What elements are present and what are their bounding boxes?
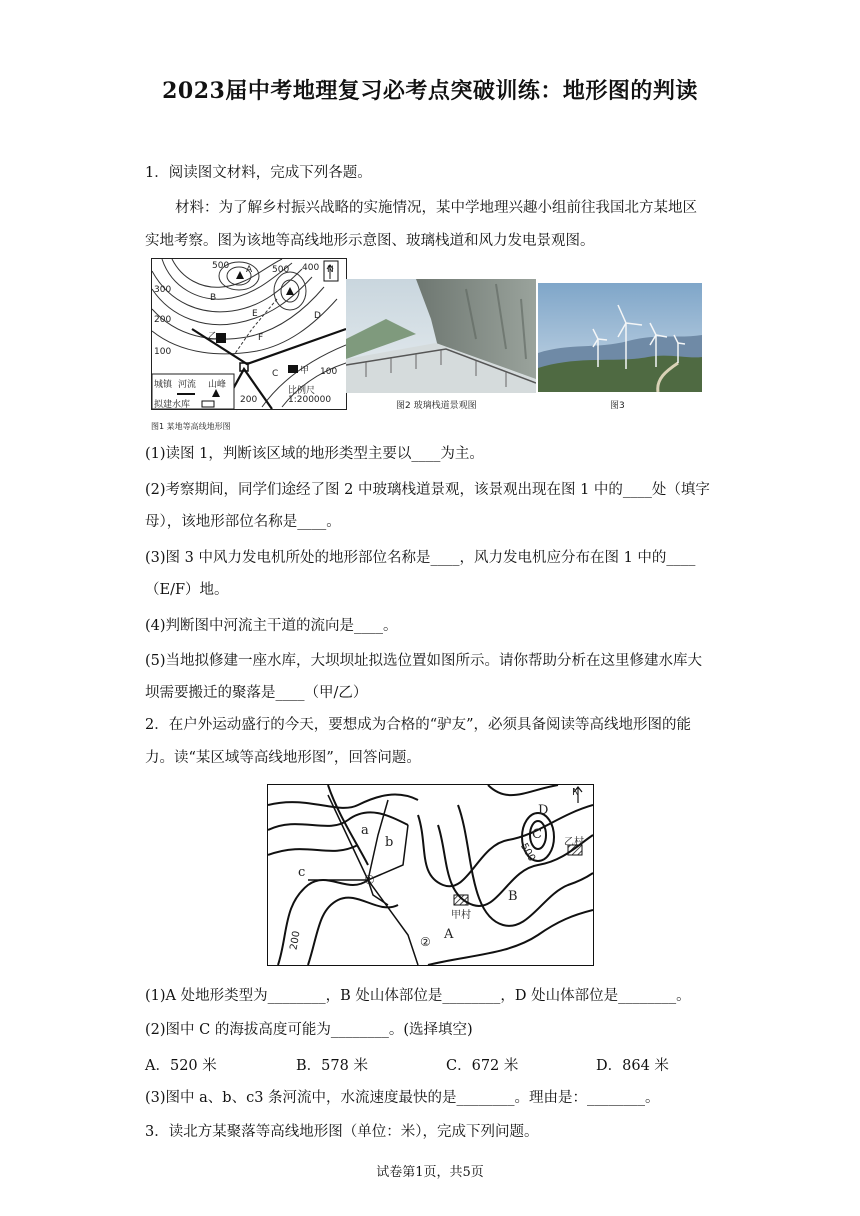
contour-label: 300 — [154, 285, 172, 295]
point-label: C — [272, 369, 279, 379]
page-title: 2023届中考地理复习必考点突破训练：地形图的判读 — [162, 78, 698, 104]
river-label-c: c — [298, 865, 306, 880]
contour-label: 100 — [320, 367, 338, 377]
village-jia-label: 甲村 — [451, 910, 471, 921]
point-label: D — [314, 311, 321, 321]
point-label-d: D — [538, 803, 549, 818]
legend-peak: 山峰 — [208, 380, 227, 390]
point-label-c-peak: C — [532, 827, 542, 842]
north-label: N — [572, 787, 580, 798]
legend-town: 城镇 — [154, 380, 173, 390]
figure1-contour-map — [151, 258, 347, 410]
point-label: A — [246, 265, 253, 275]
figure3-caption: 图3 — [610, 401, 625, 411]
option-a: A．520 米 — [145, 1058, 217, 1074]
point-label: E — [252, 309, 258, 319]
q1-sub5-line2: 坝需要搬迁的聚落是____（甲/乙） — [145, 685, 368, 701]
q1-intro: 1．阅读图文材料，完成下列各题。 — [145, 165, 372, 181]
page-footer: 试卷第1页，共5页 — [376, 1165, 484, 1180]
point-label-b: B — [508, 889, 518, 904]
figure1-caption: 图1 某地等高线地形图 — [151, 422, 231, 431]
contour-label-200: 200 — [288, 930, 303, 951]
contour-label: 400 — [302, 263, 320, 273]
point-label: F — [258, 333, 264, 343]
q1-sub4: (4)判断图中河流主干道的流向是____。 — [145, 618, 398, 634]
point-label-2: ② — [420, 935, 431, 949]
q1-sub3-line2: （E/F）地。 — [145, 582, 229, 598]
contour-label: 100 — [154, 347, 172, 357]
q1-sub1: (1)读图 1，判断该区域的地形类型主要以____为主。 — [145, 446, 484, 462]
point-label: B — [210, 293, 217, 303]
point-label-a: A — [444, 927, 454, 942]
river-label-a: a — [361, 823, 369, 838]
q1-sub2-line1: (2)考察期间，同学们途经了图 2 中玻璃栈道景观，该景观出现在图 1 中的____处（填字 — [145, 482, 710, 498]
point-label: 乙 — [208, 332, 218, 342]
figure2-caption: 图2 玻璃栈道景观图 — [396, 401, 477, 411]
q1-sub5-line1: (5)当地拟修建一座水库，大坝坝址拟选位置如图所示。请你帮助分析在这里修建水库大 — [145, 653, 703, 669]
q2-sub1: (1)A 处地形类型为________，B 处山体部位是________，D 处山体部位是________。 — [145, 988, 691, 1004]
contour-label-500: 500 — [518, 841, 538, 864]
contour-label: 500 — [272, 265, 290, 275]
option-c: C．672 米 — [446, 1058, 519, 1074]
village-yi-label: 乙村 — [564, 837, 584, 848]
q2-intro-line2: 力。读“某区域等高线地形图”，回答问题。 — [145, 750, 421, 766]
contour-label: 200 — [154, 315, 172, 325]
q1-sub2-line2: 母），该地形部位名称是____。 — [145, 514, 341, 530]
q2-sub2: (2)图中 C 的海拔高度可能为________。(选择填空) — [145, 1022, 473, 1038]
q1-sub3-line1: (3)图 3 中风力发电机所处的地形部位名称是____，风力发电机应分布在图 1 中的____ — [145, 550, 696, 566]
river-label-b: b — [385, 835, 394, 850]
figure2-glass-walkway-photo — [346, 279, 536, 393]
scale-label: 比例尺 — [288, 386, 316, 396]
option-b: B．578 米 — [296, 1058, 368, 1074]
q1-material-line1: 材料：为了解乡村振兴战略的实施情况，某中学地理兴趣小组前往我国北方某地区 — [175, 200, 697, 216]
contour-label: 500 — [212, 261, 230, 271]
q1-material-line2: 实地考察。图为该地等高线地形示意图、玻璃栈道和风力发电景观图。 — [145, 233, 595, 249]
north-label: N — [327, 265, 334, 275]
figure3-wind-turbine-photo — [538, 283, 702, 392]
q2-intro-line1: 2．在户外运动盛行的今天，要想成为合格的“驴友”，必须具备阅读等高线地形图的能 — [145, 717, 692, 733]
q3-intro: 3．读北方某聚落等高线地形图（单位：米），完成下列问题。 — [145, 1124, 539, 1140]
point-label-1: ① — [364, 873, 375, 887]
legend-river: 河流 — [178, 380, 197, 390]
q2-sub3: (3)图中 a、b、c3 条河流中，水流速度最快的是________。理由是：________。 — [145, 1090, 660, 1106]
option-d: D．864 米 — [596, 1058, 669, 1074]
contour-label: 200 — [240, 395, 258, 405]
legend-reservoir: 拟建水库 — [154, 400, 191, 410]
scale-value: 1:200000 — [288, 395, 332, 405]
figure-q2-contour-map — [267, 784, 594, 966]
point-label: 甲 — [300, 366, 310, 376]
